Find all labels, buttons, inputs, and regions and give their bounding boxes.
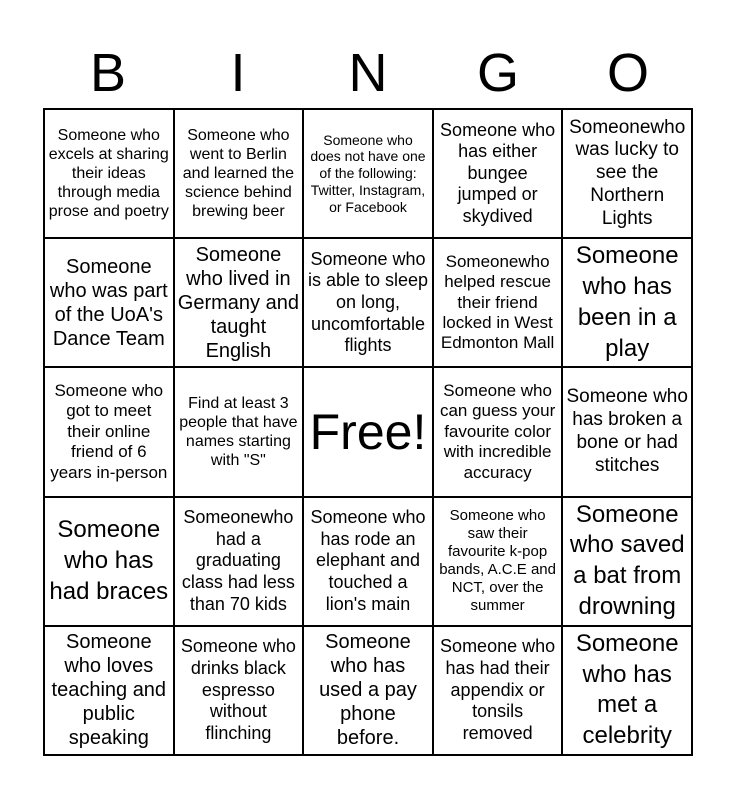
bingo-header: [43, 40, 693, 106]
bingo-cell[interactable]: Someone who lived in Germany and taught English: [174, 238, 304, 367]
bingo-cell[interactable]: Someone who loves teaching and public speaking: [44, 626, 174, 755]
bingo-cell[interactable]: Someone who saved a bat from drowning: [562, 497, 692, 626]
bingo-cell[interactable]: Someone who got to meet their online friend of 6 years in-person: [44, 367, 174, 496]
bingo-cell[interactable]: Find at least 3 people that have names starting with "S": [174, 367, 304, 496]
bingo-cell[interactable]: Someone who was part of the UoA's Dance Team: [44, 238, 174, 367]
bingo-cell[interactable]: Someone who has had braces: [44, 497, 174, 626]
bingo-cell[interactable]: Someonewho had a graduating class had less than 70 kids: [174, 497, 304, 626]
bingo-cell[interactable]: Someonewho was lucky to see the Northern Lights: [562, 109, 692, 238]
bingo-cell[interactable]: Someone who has broken a bone or had stitches: [562, 367, 692, 496]
header-letter-o: O: [606, 43, 649, 103]
bingo-cell[interactable]: Someone who saw their favourite k-pop bands, A.C.E and NCT, over the summer: [433, 497, 563, 626]
header-letter-b: B: [89, 43, 127, 103]
bingo-cell[interactable]: Someone who has had their appendix or tonsils removed: [433, 626, 563, 755]
bingo-cell[interactable]: Someone who excels at sharing their ideas through media prose and poetry: [44, 109, 174, 238]
bingo-cell[interactable]: Someone who does not have one of the following: Twitter, Instagram, or Facebook: [303, 109, 433, 238]
bingo-cell[interactable]: Someone who can guess your favourite color with incredible accuracy: [433, 367, 563, 496]
bingo-cell[interactable]: Someone who is able to sleep on long, uncomfortable flights: [303, 238, 433, 367]
bingo-cell[interactable]: Someone who went to Berlin and learned the science behind brewing beer: [174, 109, 304, 238]
bingo-cell[interactable]: Someone who has rode an elephant and touched a lion's main: [303, 497, 433, 626]
bingo-cell[interactable]: Someone who has used a pay phone before.: [303, 626, 433, 755]
bingo-cell[interactable]: Someone who has either bungee jumped or skydived: [433, 109, 563, 238]
bingo-cell[interactable]: Someone who has met a celebrity: [562, 626, 692, 755]
bingo-cell[interactable]: Someonewho helped rescue their friend locked in West Edmonton Mall: [433, 238, 563, 367]
free-space[interactable]: Free!: [303, 367, 433, 496]
bingo-grid: [43, 108, 693, 756]
header-letter-n: N: [348, 43, 388, 103]
header-letter-i: I: [230, 43, 246, 103]
bingo-cell[interactable]: Someone who drinks black espresso without flinching: [174, 626, 304, 755]
bingo-cell[interactable]: Someone who has been in a play: [562, 238, 692, 367]
header-letter-g: G: [476, 43, 519, 103]
